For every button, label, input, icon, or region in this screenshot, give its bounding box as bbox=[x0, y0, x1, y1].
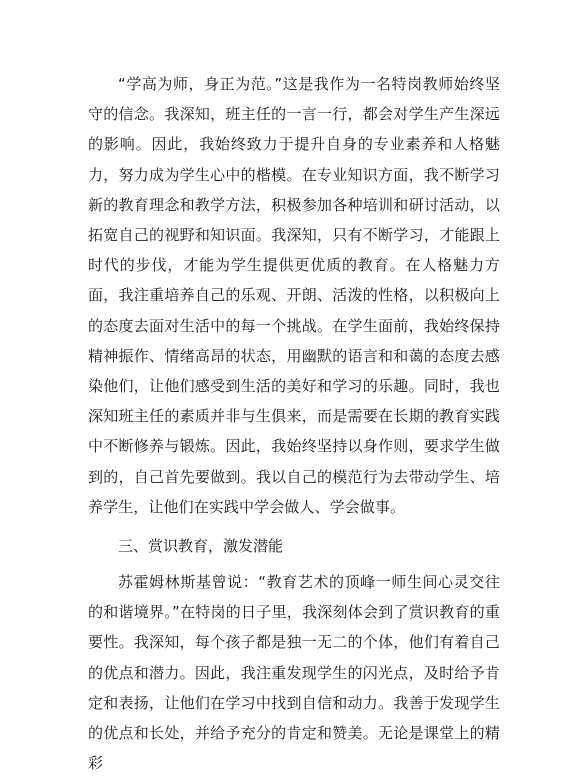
document-body bbox=[88, 69, 500, 778]
body-paragraph: 苏霍姆林斯基曾说：“教育艺术的顶峰一师生间心灵交往的和谐境界。”在特岗的日子里，我深刻体会到了赏识教育的重要性。我深知，每个孩子都是独一无二的个体，他们有着自己的优点和潜力。因此，我注重发现学生的闪光点，及时给予肯定和表扬，让他们在学习中找到自信和动力。我善于发现学生的优点和长处，并给予充分的肯定和赞美。无论是课堂上的精彩 bbox=[88, 573, 500, 773]
body-paragraph: “学高为师，身正为范。”这是我作为一名特岗教师始终坚守的信念。我深知，班主任的一言一行，都会对学生产生深远的影响。因此，我始终致力于提升自身的专业素养和人格魅力，努力成为学生心中的楷模。在专业知识方面，我不断学习新的教育理念和教学方法，积极参加各种培训和研讨活动，以拓宽自己的视野和知识面。我深知，只有不断学习，才能跟上时代的步伐，才能为学生提供更优质的教育。在人格魅力方面，我注重培养自己的乐观、开朗、活泼的性格，以积极向上的态度去面对生活中的每一个挑战。在学生面前，我始终保持精神振作、情绪高昂的状态，用幽默的语言和和蔼的态度去感染他们，让他们感受到生活的美好和学习的乐趣。同时，我也深知班主任的素质并非与生俱来，而是需要在长期的教育实践中不断修养与锻炼。因此，我始终坚持以身作则，要求学生做到的，自己首先要做到。我以自己的模范行为去带动学生、培养学生，让他们在实践中学会做人、学会做事。 bbox=[88, 75, 500, 516]
section-heading: 三、赏识教育，激发潜能 bbox=[118, 537, 284, 556]
